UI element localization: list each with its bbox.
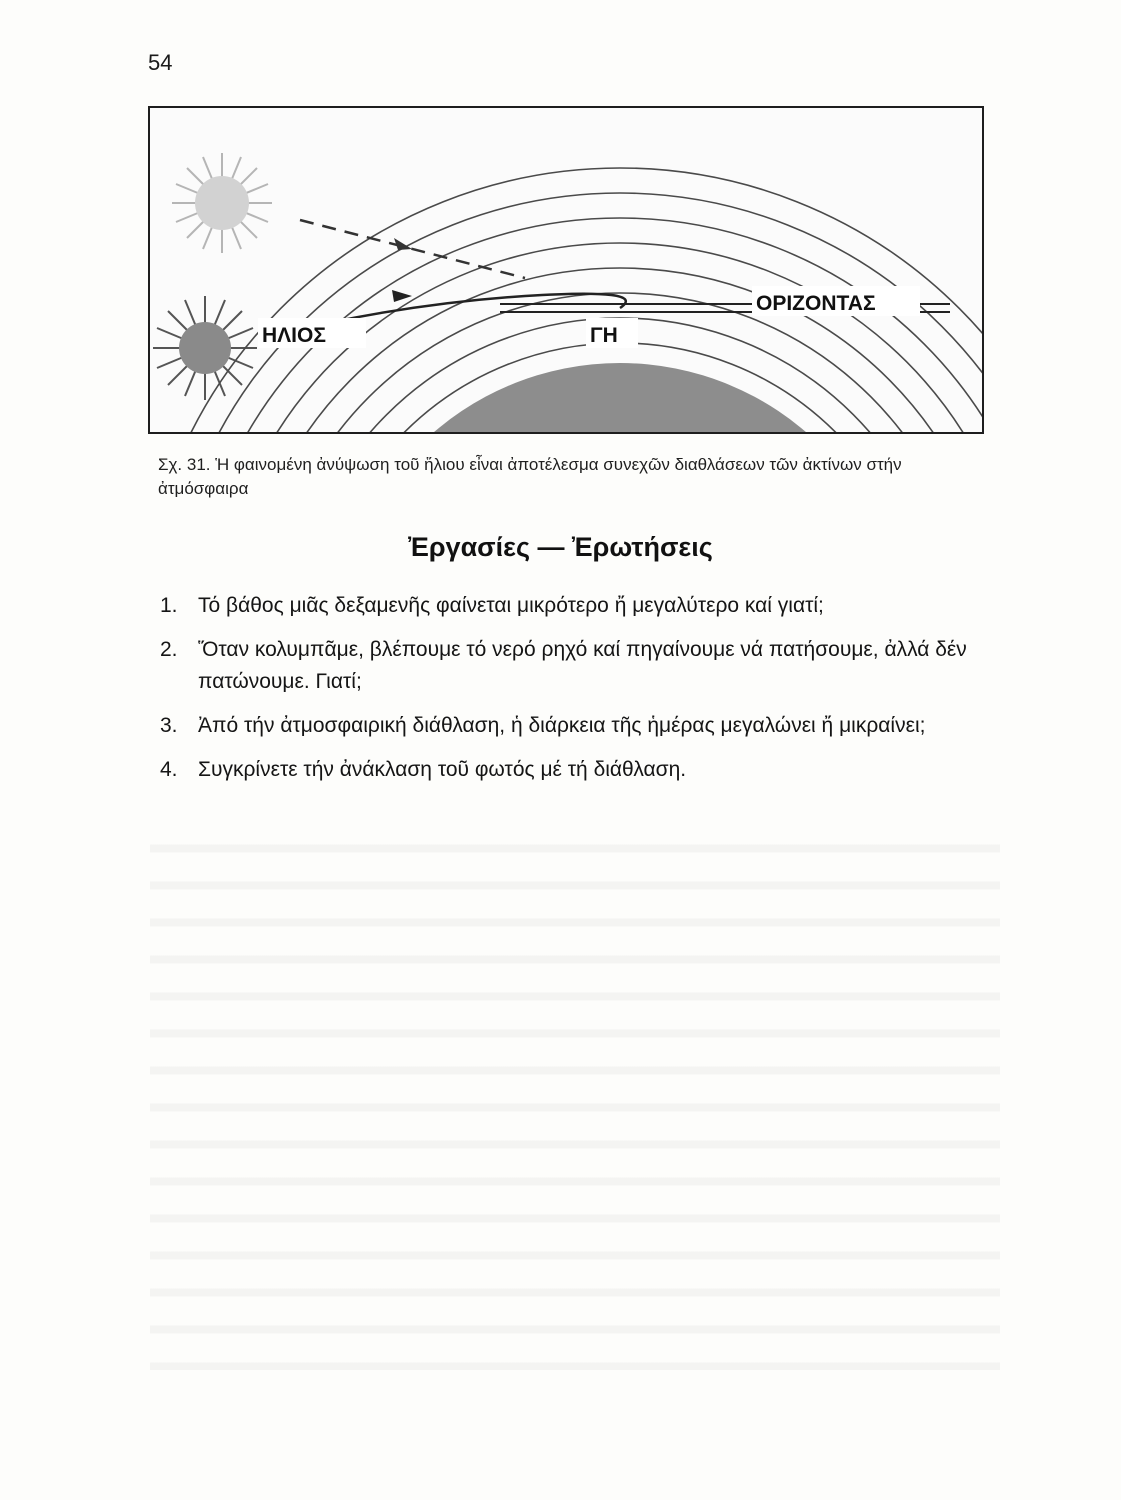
- question-text: Ἀπό τήν ἀτμοσφαιρική διάθλαση, ἡ διάρκεια τῆς ἡμέρας μεγαλώνει ἤ μικραίνει;: [198, 714, 926, 737]
- bleed-through: [150, 830, 1000, 1370]
- question-number: 4.: [160, 758, 178, 781]
- figure-caption: Σχ. 31. Ἡ φαινομένη ἀνύψωση τοῦ ἥλιου εἶναι ἀποτέλεσμα συνεχῶν διαθλάσεων τῶν ἀκτίνων στήν ἀτμόσφαιρα: [158, 455, 902, 498]
- apparent-sun-icon: [172, 153, 272, 253]
- question-item: [160, 634, 980, 698]
- question-text: Ὅταν κολυμπᾶμε, βλέπουμε τό νερό ρηχό καί πηγαίνουμε νά πατήσουμε, ἀλλά δέν πατώνουμε. Γιατί;: [198, 638, 967, 693]
- question-number: 2.: [160, 638, 178, 661]
- page-number: 54: [148, 50, 173, 75]
- question-text: Τό βάθος μιᾶς δεξαμενῆς φαίνεται μικρότερο ἤ μεγαλύτερο καί γιατί;: [198, 594, 824, 617]
- question-item: [160, 754, 980, 786]
- question-number: 1.: [160, 594, 178, 617]
- horizon-label: ΟΡΙΖΟΝΤΑΣ: [756, 292, 876, 315]
- question-item: [160, 590, 980, 622]
- sun-label: ΗΛΙΟΣ: [262, 324, 326, 347]
- question-number: 3.: [160, 714, 178, 737]
- earth-globe: [335, 363, 905, 434]
- question-text: Συγκρίνετε τήν ἀνάκλαση τοῦ φωτός μέ τή διάθλαση.: [198, 758, 687, 781]
- apparent-ray: [300, 220, 525, 278]
- earth-label: ΓΗ: [590, 324, 618, 347]
- section-title: Ἐργασίες — Ἐρωτήσεις: [408, 532, 713, 562]
- sun-icon: [153, 296, 257, 400]
- question-item: [160, 710, 980, 742]
- questions-list: [160, 590, 980, 798]
- figure-refraction-diagram: [148, 106, 984, 434]
- refraction-diagram: [150, 108, 984, 434]
